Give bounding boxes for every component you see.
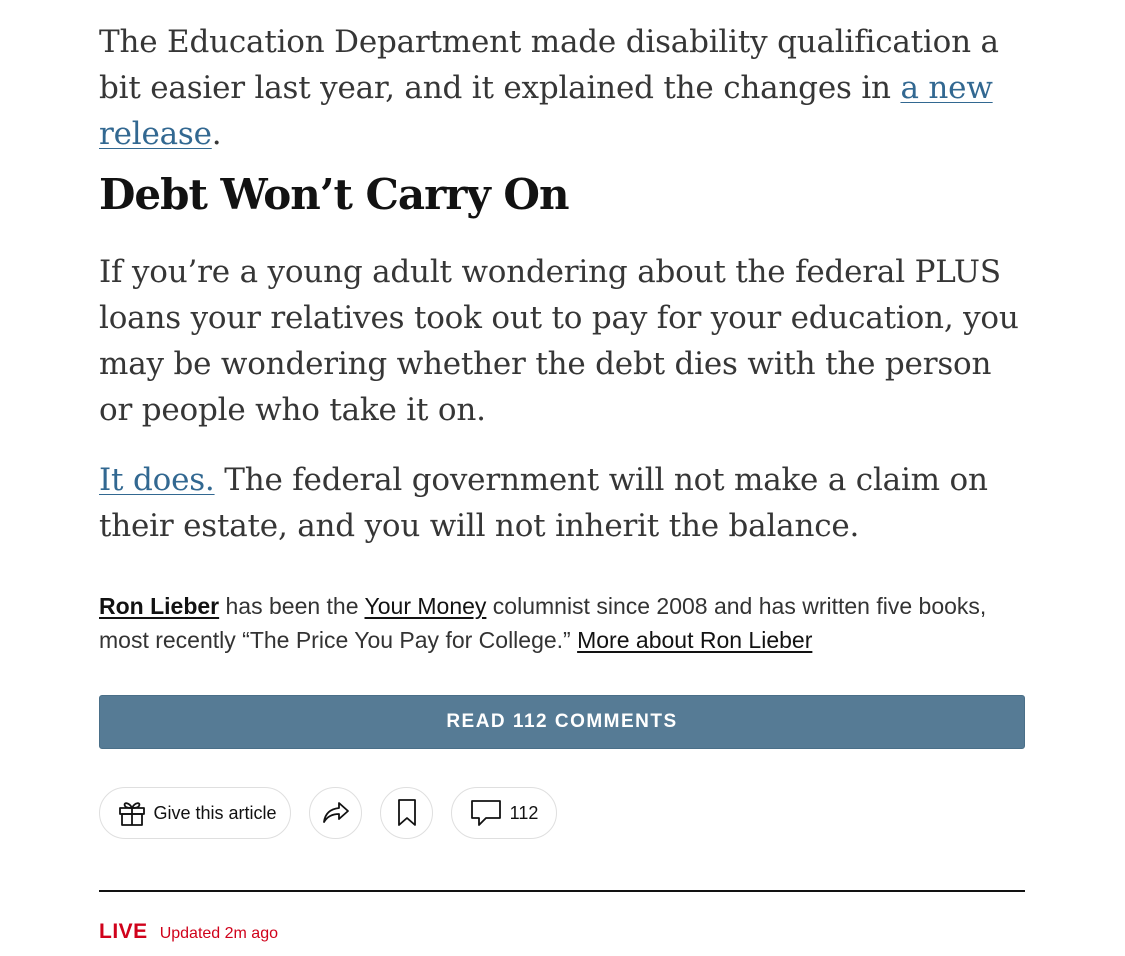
more-about-author-link[interactable]: More about Ron Lieber	[577, 627, 813, 653]
section-heading: Debt Won’t Carry On	[99, 170, 569, 219]
comments-button[interactable]	[451, 787, 557, 839]
paragraph-text: The Education Department made disability qualification a bit easier last year, and it explained the changes in	[99, 24, 999, 106]
gift-article-label: Give this article	[153, 802, 277, 823]
comment-count: 112	[509, 802, 539, 823]
live-label: LIVE	[99, 920, 148, 943]
updated-timestamp: Updated 2m ago	[159, 925, 278, 942]
read-comments-button[interactable]: READ 112 COMMENTS	[99, 695, 1025, 749]
paragraph-text: The federal government will not make a claim on their estate, and you will not inherit the balance.	[99, 462, 988, 544]
your-money-link[interactable]: Your Money	[364, 593, 487, 619]
bookmark-icon	[396, 798, 418, 828]
paragraph-disability	[99, 19, 999, 157]
share-icon	[321, 800, 351, 826]
new-release-link[interactable]: a new release	[99, 70, 993, 152]
live-updates-bar[interactable]	[99, 920, 278, 944]
article-actions	[99, 787, 1025, 839]
it-does-link[interactable]: It does.	[99, 462, 215, 498]
save-button[interactable]	[380, 787, 433, 839]
bio-text-2: columnist since 2008 and has written five books, most recently “The Price You Pay for College.”	[99, 593, 987, 653]
paragraph-text-end: .	[211, 116, 222, 152]
author-bio	[99, 589, 1025, 657]
gift-icon	[117, 798, 147, 828]
author-link[interactable]: Ron Lieber	[99, 593, 220, 619]
section-divider	[99, 890, 1025, 892]
comment-icon	[470, 799, 502, 827]
paragraph-it-does	[99, 457, 1025, 549]
paragraph-plus-loans: If you’re a young adult wondering about the federal PLUS loans your relatives took out to pay for your education, you may be wondering whether the debt dies with the person or people who take it on.	[99, 254, 1019, 428]
share-button[interactable]	[309, 787, 362, 839]
gift-article-button[interactable]	[99, 787, 291, 839]
bio-text: has been the	[219, 593, 365, 619]
